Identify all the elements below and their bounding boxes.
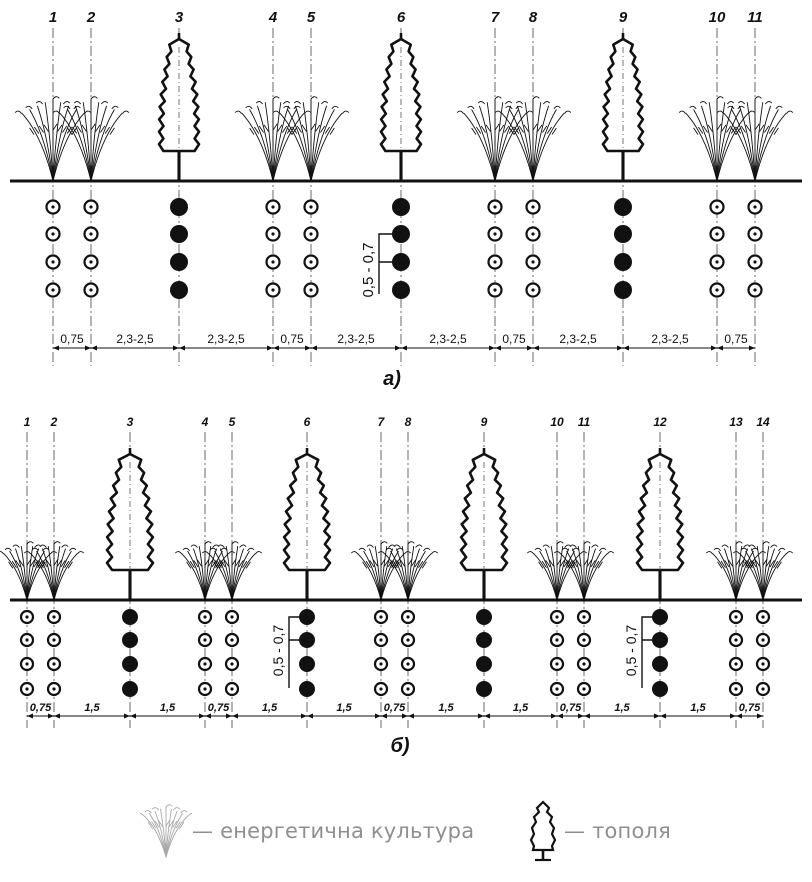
crop-plant-center — [379, 638, 382, 641]
poplar-plant-marker — [476, 681, 492, 697]
energy-crop-shrub — [15, 97, 90, 181]
crop-plant-center — [493, 205, 496, 208]
poplar-tree — [461, 448, 507, 600]
dimension-arrow — [301, 714, 307, 719]
dimension-arrow — [27, 714, 33, 719]
dimension-arrow — [495, 346, 501, 351]
dimension-arrow — [749, 346, 755, 351]
dimension-arrow — [232, 714, 238, 719]
dimension-arrow — [623, 346, 629, 351]
dimension-arrow — [578, 714, 584, 719]
panel-a-scheme — [10, 9, 802, 390]
panel-b-scheme — [0, 415, 802, 757]
poplar-plant-marker — [476, 609, 492, 625]
energy-crop-shrub — [555, 542, 614, 600]
spacing-label: 0,75 — [502, 332, 526, 346]
crop-plant-center — [89, 232, 92, 235]
energy-crop-shrub — [0, 542, 56, 600]
dimension-arrow — [757, 714, 763, 719]
dimension-arrow — [717, 346, 723, 351]
crop-plant-center — [230, 662, 233, 665]
spacing-label: 1,5 — [690, 702, 706, 714]
spacing-label: 0,75 — [280, 332, 304, 346]
dimension-arrow — [484, 714, 490, 719]
poplar-plant-marker — [392, 198, 410, 216]
poplar-plant-marker — [299, 681, 315, 697]
poplar-plant-marker — [476, 632, 492, 648]
crop-plant-center — [52, 662, 55, 665]
poplar-plant-marker — [122, 656, 138, 672]
dimension-arrow — [54, 714, 60, 719]
crop-plant-center — [761, 687, 764, 690]
poplar-plant-marker — [170, 281, 188, 299]
crop-plant-center — [406, 638, 409, 641]
crop-plant-center — [51, 232, 54, 235]
crop-plant-center — [715, 288, 718, 291]
crop-plant-center — [25, 662, 28, 665]
crop-plant-center — [52, 687, 55, 690]
crop-plant-center — [753, 260, 756, 263]
dimension-arrow — [199, 714, 205, 719]
crop-plant-center — [734, 687, 737, 690]
row-number: 9 — [618, 9, 628, 26]
dimension-arrow — [305, 346, 311, 351]
dimension-arrow — [408, 714, 414, 719]
in-row-brace — [289, 617, 307, 688]
row-number: 10 — [550, 415, 564, 429]
legend — [0, 796, 812, 866]
crop-plant-center — [25, 638, 28, 641]
spacing-label: 1,5 — [261, 702, 278, 714]
crop-plant-center — [715, 205, 718, 208]
poplar-plant-marker — [614, 198, 632, 216]
crop-plant-center — [715, 232, 718, 235]
dimension-arrow — [375, 714, 381, 719]
row-number: 10 — [708, 9, 726, 26]
poplar-plant-marker — [299, 656, 315, 672]
legend-energy-crop-label: — енергетична культура — [192, 819, 475, 843]
dimension-arrow — [124, 714, 130, 719]
crop-plant-center — [555, 638, 558, 641]
energy-crop-shrub — [235, 97, 310, 181]
row-number: 1 — [48, 9, 58, 26]
energy-crop-shrub — [707, 542, 766, 600]
dimension-arrow — [711, 346, 717, 351]
poplar-icon — [522, 798, 564, 864]
crop-plant-center — [531, 288, 534, 291]
crop-plant-center — [406, 687, 409, 690]
energy-crop-shrub — [528, 542, 587, 600]
crop-plant-center — [734, 638, 737, 641]
spacing-label: 2,3-2,5 — [651, 332, 689, 346]
dimension-arrow — [730, 714, 736, 719]
crop-plant-center — [309, 232, 312, 235]
poplar-plant-marker — [652, 681, 668, 697]
crop-plant-center — [51, 205, 54, 208]
crop-plant-center — [493, 260, 496, 263]
poplar-plant-marker — [614, 225, 632, 243]
crop-plant-center — [761, 615, 764, 618]
poplar-plant-marker — [614, 253, 632, 271]
row-number: 11 — [747, 9, 763, 26]
crop-plant-center — [531, 205, 534, 208]
crop-plant-center — [51, 260, 54, 263]
row-number: 12 — [653, 415, 667, 429]
poplar-tree — [107, 448, 153, 600]
spacing-label: 0,75 — [559, 702, 582, 714]
dimension-arrow — [401, 346, 407, 351]
spacing-label: 2,3-2,5 — [429, 332, 467, 346]
crop-plant-center — [531, 260, 534, 263]
dimension-arrow — [311, 346, 317, 351]
crop-plant-center — [379, 662, 382, 665]
dimension-arrow — [557, 714, 563, 719]
dimension-arrow — [478, 714, 484, 719]
dimension-arrow — [527, 346, 533, 351]
dimension-arrow — [584, 714, 590, 719]
row-number: 5 — [306, 9, 316, 26]
row-number: 6 — [303, 415, 311, 429]
crop-plant-center — [271, 205, 274, 208]
crop-plant-center — [25, 615, 28, 618]
dimension-arrow — [48, 714, 54, 719]
row-number: 7 — [490, 9, 500, 26]
crop-plant-center — [51, 288, 54, 291]
crop-plant-center — [531, 232, 534, 235]
panel-caption: б) — [390, 735, 410, 757]
dimension-arrow — [53, 346, 59, 351]
spacing-label: 0,75 — [724, 332, 748, 346]
crop-plant-center — [271, 288, 274, 291]
row-number: 8 — [528, 9, 538, 26]
crop-plant-center — [555, 687, 558, 690]
row-number: 5 — [228, 415, 236, 429]
crop-plant-center — [582, 615, 585, 618]
poplar-tree — [381, 33, 421, 181]
poplar-plant-marker — [476, 656, 492, 672]
crop-plant-center — [203, 638, 206, 641]
crop-plant-center — [406, 615, 409, 618]
spacing-label: 0,75 — [207, 702, 230, 714]
poplar-tree — [159, 33, 199, 181]
energy-crop-icon — [140, 801, 192, 861]
row-number: 3 — [174, 9, 184, 26]
crop-plant-center — [89, 260, 92, 263]
dimension-arrow — [205, 714, 211, 719]
in-row-spacing-label: 0,5 - 0,7 — [270, 624, 286, 677]
spacing-label: 2,3-2,5 — [337, 332, 375, 346]
crop-plant-center — [230, 615, 233, 618]
legend-poplar-label: — тополя — [564, 819, 671, 843]
crop-plant-center — [271, 260, 274, 263]
crop-plant-center — [203, 687, 206, 690]
legend-poplar — [522, 796, 671, 866]
energy-crop-shrub — [495, 97, 570, 181]
dimension-arrow — [130, 714, 136, 719]
in-row-spacing-label: 0,5 - 0,7 — [623, 624, 639, 677]
dimension-arrow — [402, 714, 408, 719]
row-number: 4 — [201, 415, 209, 429]
spacing-label: 1,5 — [336, 702, 352, 714]
dimension-arrow — [381, 714, 387, 719]
dimension-arrow — [179, 346, 185, 351]
energy-crop-shrub — [352, 542, 411, 600]
in-row-spacing-label: 0,5 - 0,7 — [360, 242, 377, 298]
dimension-arrow — [617, 346, 623, 351]
crop-plant-center — [555, 615, 558, 618]
crop-plant-center — [271, 232, 274, 235]
row-number: 4 — [268, 9, 278, 26]
energy-crop-shrub — [203, 542, 262, 600]
energy-crop-shrub — [273, 97, 348, 181]
crop-plant-center — [203, 615, 206, 618]
dimension-arrow — [736, 714, 742, 719]
crop-plant-center — [52, 638, 55, 641]
poplar-plant-marker — [170, 225, 188, 243]
row-number: 11 — [577, 415, 591, 429]
crop-plant-center — [582, 638, 585, 641]
energy-crop-shrub — [176, 542, 235, 600]
crop-plant-center — [25, 687, 28, 690]
energy-crop-shrub — [25, 542, 84, 600]
poplar-plant-marker — [170, 253, 188, 271]
crop-plant-center — [582, 662, 585, 665]
crop-plant-center — [230, 687, 233, 690]
crop-plant-center — [734, 615, 737, 618]
poplar-plant-marker — [392, 281, 410, 299]
spacing-label: 1,5 — [512, 702, 529, 714]
poplar-plant-marker — [122, 632, 138, 648]
energy-crop-shrub — [717, 97, 792, 181]
spacing-label: 0,75 — [60, 332, 84, 346]
row-number: 14 — [756, 415, 770, 429]
crop-plant-center — [52, 615, 55, 618]
poplar-plant-marker — [614, 281, 632, 299]
poplar-tree — [637, 448, 683, 600]
crop-plant-center — [89, 288, 92, 291]
spacing-label: 1,5 — [84, 702, 100, 714]
crop-plant-center — [203, 662, 206, 665]
poplar-plant-marker — [122, 681, 138, 697]
dimension-arrow — [654, 714, 660, 719]
poplar-plant-marker — [122, 609, 138, 625]
spacing-label: 1,5 — [438, 702, 454, 714]
dimension-arrow — [395, 346, 401, 351]
poplar-plant-marker — [170, 198, 188, 216]
row-number: 1 — [23, 415, 31, 429]
poplar-tree — [284, 448, 330, 600]
dimension-arrow — [273, 346, 279, 351]
energy-crop-shrub — [140, 805, 192, 857]
dimension-arrow — [307, 714, 313, 719]
dimension-arrow — [660, 714, 666, 719]
spacing-label: 0,75 — [383, 702, 406, 714]
crop-plant-center — [309, 205, 312, 208]
spacing-label: 2,3-2,5 — [559, 332, 597, 346]
crop-plant-center — [715, 260, 718, 263]
row-number: 6 — [396, 9, 406, 26]
spacing-label: 1,5 — [614, 702, 630, 714]
row-number: 8 — [404, 415, 412, 429]
crop-plant-center — [89, 205, 92, 208]
in-row-brace — [642, 617, 660, 688]
row-number: 2 — [50, 415, 58, 429]
dimension-arrow — [173, 346, 179, 351]
crop-plant-center — [761, 662, 764, 665]
energy-crop-shrub — [679, 97, 754, 181]
dimension-arrow — [551, 714, 557, 719]
dimension-arrow — [533, 346, 539, 351]
crop-plant-center — [493, 288, 496, 291]
row-number: 13 — [729, 415, 743, 429]
crop-plant-center — [309, 260, 312, 263]
row-number: 2 — [86, 9, 96, 26]
dimension-arrow — [489, 346, 495, 351]
spacing-label: 2,3-2,5 — [207, 332, 245, 346]
crop-plant-center — [734, 662, 737, 665]
row-number: 3 — [126, 415, 134, 429]
row-number: 7 — [377, 415, 385, 429]
dimension-arrow — [85, 346, 91, 351]
crop-plant-center — [230, 638, 233, 641]
legend-energy-crop — [140, 796, 474, 866]
row-number: 9 — [480, 415, 488, 429]
dimension-arrow — [91, 346, 97, 351]
crop-plant-center — [753, 232, 756, 235]
energy-crop-shrub — [379, 542, 438, 600]
energy-crop-shrub — [734, 542, 793, 600]
spacing-label: 0,75 — [29, 702, 52, 714]
spacing-label: 0,75 — [738, 702, 761, 714]
dimension-arrow — [226, 714, 232, 719]
poplar-legend-tree — [531, 802, 555, 860]
dimension-arrow — [267, 346, 273, 351]
crop-plant-center — [761, 638, 764, 641]
spacing-label: 1,5 — [159, 702, 176, 714]
energy-crop-shrub — [53, 97, 128, 181]
panel-caption: а) — [383, 368, 401, 390]
energy-crop-shrub — [457, 97, 532, 181]
crop-plant-center — [753, 205, 756, 208]
crop-plant-center — [555, 662, 558, 665]
crop-plant-center — [406, 662, 409, 665]
crop-plant-center — [379, 615, 382, 618]
crop-plant-center — [309, 288, 312, 291]
crop-plant-center — [493, 232, 496, 235]
poplar-tree — [603, 33, 643, 181]
crop-plant-center — [753, 288, 756, 291]
crop-plant-center — [582, 687, 585, 690]
poplar-plant-marker — [652, 656, 668, 672]
crop-plant-center — [379, 687, 382, 690]
spacing-label: 2,3-2,5 — [116, 332, 154, 346]
